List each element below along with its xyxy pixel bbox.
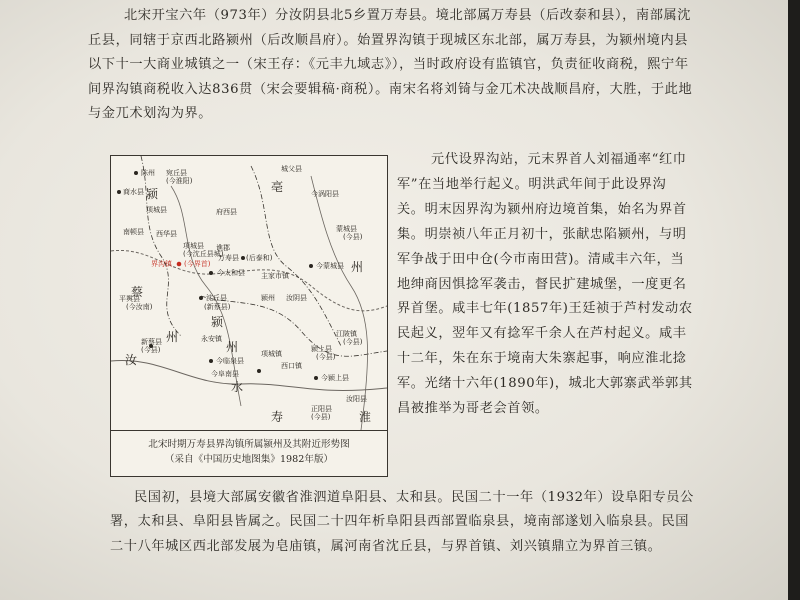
place-label: 陈州 bbox=[141, 169, 155, 177]
place-label: 永安镇 bbox=[201, 335, 222, 343]
place-label-highlight: (今界首) bbox=[184, 260, 211, 268]
place-label: (后泰和) bbox=[246, 254, 273, 262]
place-label: 谯郡 bbox=[216, 244, 230, 252]
place-marker-highlight bbox=[177, 262, 182, 267]
place-label: 蒙城县 bbox=[336, 225, 357, 233]
region-label: 颍 bbox=[211, 315, 224, 329]
region-label: 州 bbox=[351, 260, 364, 274]
place-label: 平舆县 bbox=[119, 295, 140, 303]
place-marker bbox=[209, 271, 213, 275]
place-label: 商水县 bbox=[123, 188, 144, 196]
place-label: 今太和县 bbox=[217, 269, 245, 277]
historical-map bbox=[111, 156, 387, 430]
place-label: 颍上县 bbox=[311, 345, 332, 353]
place-label: 今临泉县 bbox=[216, 357, 244, 365]
place-label: 府西县 bbox=[216, 208, 237, 216]
place-label: (今县) bbox=[343, 338, 363, 346]
region-label: 颍 bbox=[146, 187, 159, 201]
place-label: (今县) bbox=[311, 413, 331, 421]
place-label: 正阳县 bbox=[311, 405, 332, 413]
place-label: 今阜南县 bbox=[211, 370, 239, 378]
place-label: (今县) bbox=[316, 353, 336, 361]
place-label: (新蔡县) bbox=[204, 303, 231, 311]
place-label: 新蔡县 bbox=[141, 338, 162, 346]
place-label: 沈丘县 bbox=[206, 294, 227, 302]
region-label: 蔡 bbox=[131, 285, 144, 299]
place-label: (今汝南) bbox=[126, 303, 153, 311]
paragraph-song-dynasty: 北宋开宝六年（973年）分汝阴县北5乡置万寿县。境北部属万寿县（后改泰和县），南部属沈丘县，同辖于京西北路颍州（后改顺昌府）。始置界沟镇于现城区东北部，属万寿县，为颍州境内县以下十一大商业城镇之一（宋王存：《元丰九域志》），当时政府设有监镇官，负责征收商税，熙宁年间界沟镇商税收入达836贯（宋会要辑稿·商税）。南宋名将刘锜与金兀术决战顺昌府，大胜，于此地与金兀术划沟为界。 bbox=[88, 8, 693, 122]
historical-map-figure bbox=[110, 155, 388, 477]
place-marker bbox=[257, 369, 261, 373]
place-label: 今颍上县 bbox=[321, 374, 349, 382]
place-label: (今县) bbox=[141, 346, 161, 354]
region-label: 水 bbox=[231, 380, 244, 394]
region-label: 寿 bbox=[271, 410, 284, 424]
place-label: (今县) bbox=[343, 233, 363, 241]
region-label: 州 bbox=[226, 340, 239, 354]
right-edge-frame bbox=[788, 0, 800, 600]
place-label: 汝阴县 bbox=[286, 294, 307, 302]
place-marker bbox=[309, 264, 313, 268]
paragraph-yuan-ming-qing: 元代设界沟站，元末界首人刘福通率“红巾军”在当地举行起义。明洪武年间于此设界沟关。明末因界沟为颍州府边境首集，始名为界首集。明崇祯八年正月初十，张献忠陷颍州，与明军争战于田中仓(今市南田营)。清咸丰六年，当地绅商因惧捻军袭击，督民扩建城堡，一度更名界首堡。咸丰七年(1857年)王廷祯于芦村发动农民起义，翌年又有捻军千余人在芦村起义。咸丰十二年，朱在东于境南大朱寨起事，响应淮北捻军。光绪十六年(1890年)，城北大郭寨武举郭其昌被推举为哥老会首领。 bbox=[397, 152, 693, 417]
place-label: 城父县 bbox=[281, 165, 302, 173]
place-label: 颍州 bbox=[261, 294, 275, 302]
map-caption bbox=[111, 430, 387, 476]
region-label: 亳 bbox=[271, 180, 284, 194]
place-label: 汝阳县 bbox=[346, 395, 367, 403]
place-label: 项城县 bbox=[146, 206, 167, 214]
place-marker bbox=[134, 171, 138, 175]
region-label: 汝 bbox=[125, 353, 138, 367]
place-marker bbox=[241, 256, 245, 260]
place-label: 今蒙城县 bbox=[316, 262, 344, 270]
paragraph-republic-era: 民国初，县境大部属安徽省淮泗道阜阳县、太和县。民国二十一年（1932年）设阜阳专员公署，太和县、阜阳县皆属之。民国二十四年析阜阳县西部置临泉县，境南部遂划入临泉县。民国二十八年城区西北部发展为皂庙镇，属河南省沈丘县，与界首镇、刘兴镇鼎立为界首三镇。 bbox=[110, 490, 694, 554]
place-label: 项城镇 bbox=[261, 350, 282, 358]
place-label-highlight: 界沟镇 bbox=[151, 260, 172, 268]
region-label: 淮 bbox=[359, 410, 372, 424]
place-marker bbox=[209, 359, 213, 363]
place-marker bbox=[199, 296, 203, 300]
map-caption-title: 北宋时期万寿县界沟镇所属颍州及其附近形势图 bbox=[148, 439, 350, 450]
place-label: 项城县 bbox=[183, 242, 204, 250]
place-label: (今沈丘县城) bbox=[183, 250, 224, 258]
place-label: 今涡阳县 bbox=[311, 190, 339, 198]
place-label: 南顿县 bbox=[123, 228, 144, 236]
place-marker bbox=[314, 376, 318, 380]
region-label: 州 bbox=[166, 330, 179, 344]
place-label: 西口镇 bbox=[281, 362, 302, 370]
place-label: 江陂镇 bbox=[336, 330, 357, 338]
place-label: 宛丘县 bbox=[166, 169, 187, 177]
place-label: (今淮阳) bbox=[166, 177, 193, 185]
place-label: 主家市镇 bbox=[261, 272, 289, 280]
place-label: 西华县 bbox=[156, 230, 177, 238]
map-caption-source: （采自《中国历史地图集》1982年版） bbox=[164, 454, 334, 465]
place-marker bbox=[117, 190, 121, 194]
place-label: 万寿县 bbox=[218, 254, 239, 262]
